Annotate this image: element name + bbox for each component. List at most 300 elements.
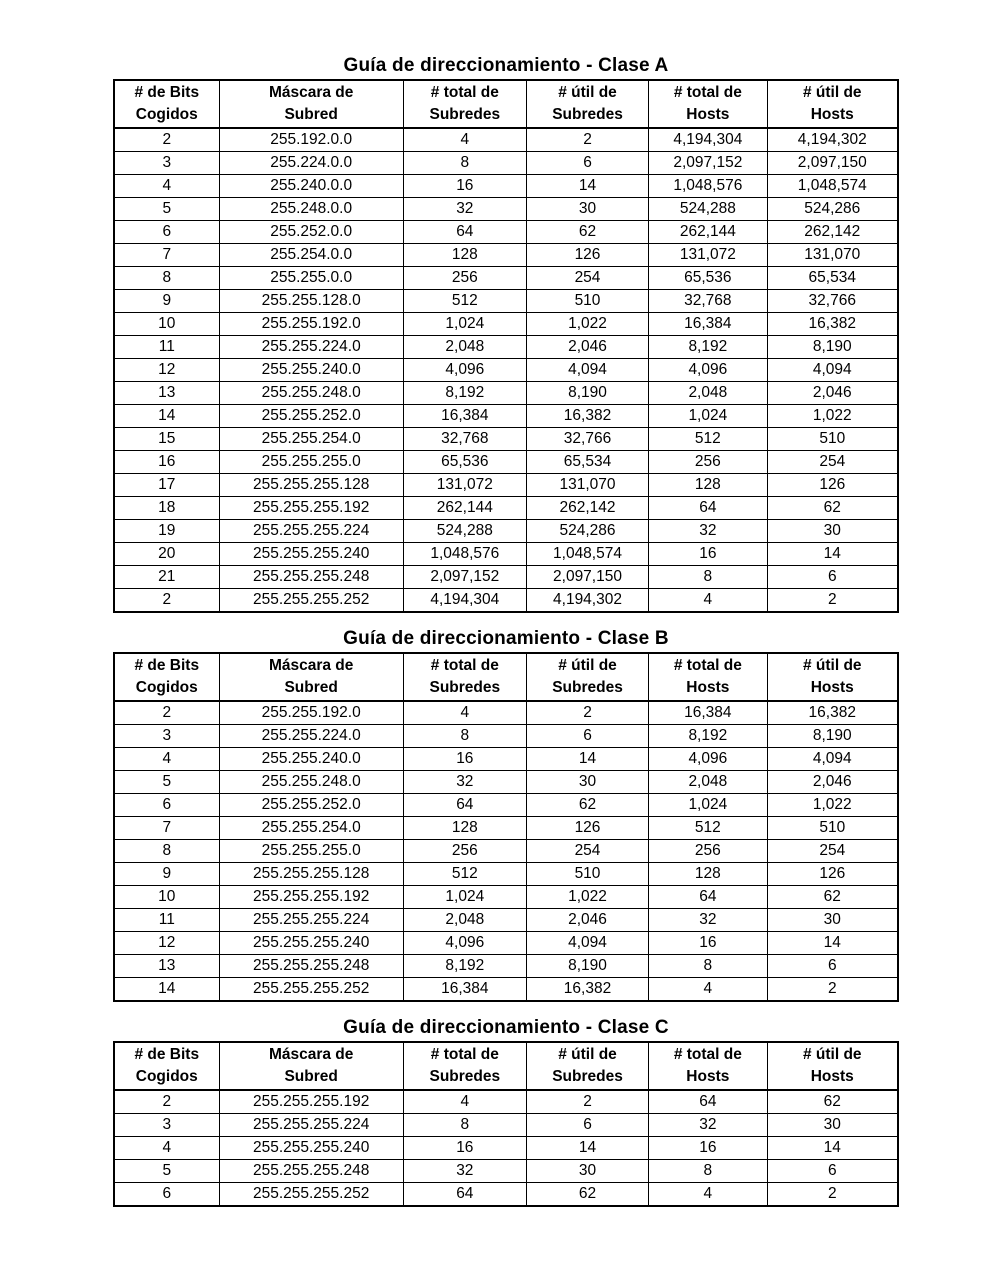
table-cell: 4,094 (526, 359, 648, 382)
table-cell: 2,097,150 (767, 152, 898, 175)
table-cell: 30 (526, 198, 648, 221)
table-cell: 64 (403, 221, 526, 244)
table-cell: 16,384 (403, 978, 526, 1002)
table-cell: 8,190 (767, 336, 898, 359)
table-cell: 2 (114, 1090, 219, 1114)
table-cell: 255.255.252.0 (219, 405, 403, 428)
table-row (114, 128, 898, 152)
table-cell: 2,048 (403, 909, 526, 932)
table-cell: 1,022 (526, 313, 648, 336)
table-cell: 3 (114, 725, 219, 748)
table-cell: 8,190 (526, 955, 648, 978)
document-content (113, 55, 899, 1207)
column-header: # total de Hosts (649, 80, 767, 128)
table-cell: 4,194,302 (767, 128, 898, 152)
column-header: # útil de Subredes (526, 653, 648, 701)
class-c-section (113, 1017, 899, 1207)
table-cell: 6 (767, 1160, 898, 1183)
table-cell: 14 (114, 978, 219, 1002)
table-cell: 254 (526, 267, 648, 290)
table-cell: 255.224.0.0 (219, 152, 403, 175)
table-row (114, 589, 898, 613)
table-cell: 4 (114, 1137, 219, 1160)
table-cell: 8,190 (767, 725, 898, 748)
table-cell: 2 (114, 701, 219, 725)
table-cell: 2 (114, 128, 219, 152)
table-cell: 62 (767, 497, 898, 520)
table-cell: 64 (649, 1090, 767, 1114)
table-row (114, 382, 898, 405)
table-cell: 2 (526, 128, 648, 152)
table-cell: 256 (649, 840, 767, 863)
table-cell: 6 (526, 152, 648, 175)
table-cell: 17 (114, 474, 219, 497)
table-cell: 255.255.255.252 (219, 978, 403, 1002)
table-row (114, 1114, 898, 1137)
table-cell: 254 (767, 451, 898, 474)
table-cell: 16 (649, 1137, 767, 1160)
table-cell: 16,382 (526, 405, 648, 428)
column-header: # total de Subredes (403, 1042, 526, 1090)
column-header: Máscara de Subred (219, 80, 403, 128)
table-row (114, 1090, 898, 1114)
table-cell: 255.255.255.240 (219, 1137, 403, 1160)
table-cell: 12 (114, 359, 219, 382)
table-cell: 4,094 (767, 359, 898, 382)
table-row (114, 198, 898, 221)
table-cell: 1,022 (526, 886, 648, 909)
table-cell: 255.255.240.0 (219, 359, 403, 382)
table-cell: 32 (649, 1114, 767, 1137)
table-cell: 30 (767, 1114, 898, 1137)
table-cell: 510 (767, 428, 898, 451)
table-cell: 6 (526, 725, 648, 748)
table-cell: 4 (649, 1183, 767, 1207)
class-b-title: Guía de direccionamiento - Clase B (343, 628, 669, 649)
table-cell: 255.255.248.0 (219, 771, 403, 794)
table-cell: 255.255.255.0 (219, 451, 403, 474)
table-cell: 126 (767, 474, 898, 497)
table-cell: 2 (526, 701, 648, 725)
table-cell: 32 (649, 520, 767, 543)
table-cell: 20 (114, 543, 219, 566)
table-cell: 16 (403, 1137, 526, 1160)
table-cell: 2,048 (649, 771, 767, 794)
table-cell: 65,534 (526, 451, 648, 474)
table-cell: 524,288 (403, 520, 526, 543)
table-row (114, 932, 898, 955)
table-cell: 255.255.255.248 (219, 566, 403, 589)
table-cell: 4 (403, 1090, 526, 1114)
table-cell: 1,024 (649, 794, 767, 817)
table-cell: 16,384 (649, 313, 767, 336)
table-row (114, 336, 898, 359)
table-cell: 262,144 (403, 497, 526, 520)
table-cell: 6 (114, 794, 219, 817)
table-cell: 2,048 (403, 336, 526, 359)
table-cell: 131,070 (767, 244, 898, 267)
table-cell: 255.255.255.252 (219, 589, 403, 613)
column-header: # total de Hosts (649, 1042, 767, 1090)
table-cell: 255.255.255.224 (219, 1114, 403, 1137)
table-cell: 255.255.240.0 (219, 748, 403, 771)
table-cell: 8 (114, 840, 219, 863)
table-cell: 2,046 (767, 771, 898, 794)
table-cell: 128 (403, 817, 526, 840)
table-cell: 65,536 (403, 451, 526, 474)
table-cell: 1,024 (649, 405, 767, 428)
table-cell: 2,097,152 (649, 152, 767, 175)
table-cell: 8 (649, 566, 767, 589)
table-row (114, 748, 898, 771)
table-cell: 255.255.255.192 (219, 497, 403, 520)
table-cell: 62 (526, 221, 648, 244)
table-cell: 4 (114, 748, 219, 771)
table-row (114, 794, 898, 817)
table-row (114, 886, 898, 909)
table-cell: 64 (403, 1183, 526, 1207)
table-cell: 6 (767, 566, 898, 589)
table-cell: 255.255.255.192 (219, 1090, 403, 1114)
table-cell: 30 (767, 909, 898, 932)
table-cell: 14 (526, 1137, 648, 1160)
column-header: # útil de Subredes (526, 80, 648, 128)
table-cell: 64 (403, 794, 526, 817)
table-cell: 62 (767, 1090, 898, 1114)
table-cell: 4,096 (649, 748, 767, 771)
table-cell: 19 (114, 520, 219, 543)
table-cell: 512 (403, 863, 526, 886)
table-row (114, 520, 898, 543)
table-cell: 1,022 (767, 405, 898, 428)
table-cell: 1,022 (767, 794, 898, 817)
table-cell: 524,286 (526, 520, 648, 543)
table-row (114, 152, 898, 175)
table-cell: 4 (403, 701, 526, 725)
column-header: # de Bits Cogidos (114, 1042, 219, 1090)
class-c-title: Guía de direccionamiento - Clase C (343, 1017, 669, 1038)
table-cell: 255.252.0.0 (219, 221, 403, 244)
table-cell: 6 (114, 221, 219, 244)
table-cell: 8 (649, 1160, 767, 1183)
table-cell: 255.254.0.0 (219, 244, 403, 267)
header-row (114, 1042, 898, 1090)
table-row (114, 290, 898, 313)
table-cell: 8,192 (403, 955, 526, 978)
table-row (114, 1160, 898, 1183)
table-cell: 1,024 (403, 886, 526, 909)
table-cell: 14 (526, 175, 648, 198)
table-row (114, 1183, 898, 1207)
table-cell: 16 (114, 451, 219, 474)
table-cell: 524,286 (767, 198, 898, 221)
table-cell: 512 (649, 428, 767, 451)
column-header: # de Bits Cogidos (114, 80, 219, 128)
table-cell: 4,096 (403, 932, 526, 955)
table-cell: 255.255.192.0 (219, 313, 403, 336)
table-cell: 126 (526, 817, 648, 840)
table-cell: 64 (649, 886, 767, 909)
table-cell: 62 (767, 886, 898, 909)
table-row (114, 955, 898, 978)
table-cell: 4,194,304 (403, 589, 526, 613)
column-header: Máscara de Subred (219, 653, 403, 701)
column-header: # total de Hosts (649, 653, 767, 701)
table-cell: 16,382 (767, 313, 898, 336)
table-cell: 30 (767, 520, 898, 543)
class-a-title: Guía de direccionamiento - Clase A (343, 55, 669, 76)
table-row (114, 405, 898, 428)
table-cell: 131,070 (526, 474, 648, 497)
table-cell: 126 (526, 244, 648, 267)
table-cell: 8 (649, 955, 767, 978)
table-cell: 16,382 (526, 978, 648, 1002)
table-cell: 32 (403, 771, 526, 794)
table-cell: 3 (114, 152, 219, 175)
table-row (114, 725, 898, 748)
table-row (114, 840, 898, 863)
table-cell: 256 (649, 451, 767, 474)
table-cell: 8 (403, 725, 526, 748)
table-row (114, 267, 898, 290)
table-cell: 1,048,574 (767, 175, 898, 198)
table-cell: 30 (526, 1160, 648, 1183)
column-header: # total de Subredes (403, 653, 526, 701)
table-cell: 10 (114, 886, 219, 909)
column-header: # útil de Hosts (767, 1042, 898, 1090)
table-cell: 4 (403, 128, 526, 152)
table-cell: 255.255.255.192 (219, 886, 403, 909)
table-row (114, 428, 898, 451)
table-cell: 32,766 (526, 428, 648, 451)
table-cell: 524,288 (649, 198, 767, 221)
table-cell: 32,768 (403, 428, 526, 451)
table-cell: 8 (114, 267, 219, 290)
table-row (114, 978, 898, 1002)
table-cell: 5 (114, 1160, 219, 1183)
table-cell: 2,046 (526, 909, 648, 932)
table-row (114, 566, 898, 589)
table-cell: 510 (526, 863, 648, 886)
table-cell: 2 (767, 589, 898, 613)
header-row (114, 653, 898, 701)
table-cell: 254 (526, 840, 648, 863)
table-cell: 255.255.224.0 (219, 725, 403, 748)
table-cell: 128 (649, 863, 767, 886)
table-cell: 16 (403, 175, 526, 198)
table-cell: 4,096 (403, 359, 526, 382)
table-cell: 13 (114, 955, 219, 978)
class-c-table (113, 1041, 899, 1207)
table-cell: 15 (114, 428, 219, 451)
table-cell: 254 (767, 840, 898, 863)
table-cell: 64 (649, 497, 767, 520)
table-row (114, 451, 898, 474)
table-cell: 2,097,150 (526, 566, 648, 589)
table-cell: 255.255.254.0 (219, 428, 403, 451)
table-cell: 4,096 (649, 359, 767, 382)
table-cell: 2 (767, 978, 898, 1002)
table-cell: 262,142 (526, 497, 648, 520)
column-header: # útil de Hosts (767, 653, 898, 701)
class-a-table (113, 79, 899, 613)
table-cell: 255.255.255.224 (219, 909, 403, 932)
table-cell: 2,046 (767, 382, 898, 405)
column-header: # útil de Hosts (767, 80, 898, 128)
table-cell: 2 (526, 1090, 648, 1114)
table-cell: 6 (114, 1183, 219, 1207)
table-cell: 10 (114, 313, 219, 336)
table-cell: 6 (526, 1114, 648, 1137)
table-cell: 255.255.0.0 (219, 267, 403, 290)
table-cell: 255.255.255.248 (219, 1160, 403, 1183)
table-cell: 16 (403, 748, 526, 771)
column-header: Máscara de Subred (219, 1042, 403, 1090)
table-cell: 14 (767, 1137, 898, 1160)
table-cell: 131,072 (403, 474, 526, 497)
table-cell: 2 (767, 1183, 898, 1207)
table-cell: 11 (114, 336, 219, 359)
table-row (114, 909, 898, 932)
table-cell: 255.255.248.0 (219, 382, 403, 405)
table-cell: 14 (767, 932, 898, 955)
table-cell: 14 (526, 748, 648, 771)
table-cell: 2,048 (649, 382, 767, 405)
table-cell: 512 (403, 290, 526, 313)
table-cell: 255.255.224.0 (219, 336, 403, 359)
table-cell: 8 (403, 152, 526, 175)
table-cell: 16,382 (767, 701, 898, 725)
class-b-table (113, 652, 899, 1002)
table-cell: 8,192 (649, 336, 767, 359)
table-cell: 62 (526, 794, 648, 817)
table-cell: 5 (114, 771, 219, 794)
table-cell: 8,190 (526, 382, 648, 405)
table-row (114, 313, 898, 336)
table-cell: 256 (403, 840, 526, 863)
table-row (114, 817, 898, 840)
table-cell: 16 (649, 932, 767, 955)
table-cell: 255.255.255.128 (219, 474, 403, 497)
table-cell: 4 (649, 978, 767, 1002)
table-cell: 1,024 (403, 313, 526, 336)
table-cell: 11 (114, 909, 219, 932)
table-cell: 4 (649, 589, 767, 613)
table-cell: 16 (649, 543, 767, 566)
table-cell: 255.255.254.0 (219, 817, 403, 840)
table-row (114, 1137, 898, 1160)
table-cell: 2,097,152 (403, 566, 526, 589)
table-cell: 255.255.255.252 (219, 1183, 403, 1207)
table-cell: 16,384 (403, 405, 526, 428)
table-row (114, 701, 898, 725)
table-cell: 128 (403, 244, 526, 267)
table-cell: 1,048,576 (403, 543, 526, 566)
table-row (114, 474, 898, 497)
table-cell: 256 (403, 267, 526, 290)
column-header: # útil de Subredes (526, 1042, 648, 1090)
table-cell: 32 (403, 1160, 526, 1183)
table-cell: 18 (114, 497, 219, 520)
table-cell: 9 (114, 863, 219, 886)
table-cell: 8,192 (649, 725, 767, 748)
table-cell: 9 (114, 290, 219, 313)
table-row (114, 771, 898, 794)
table-cell: 128 (649, 474, 767, 497)
table-row (114, 221, 898, 244)
table-cell: 2 (114, 589, 219, 613)
table-row (114, 543, 898, 566)
table-cell: 13 (114, 382, 219, 405)
table-cell: 4 (114, 175, 219, 198)
table-cell: 4,194,302 (526, 589, 648, 613)
table-cell: 8,192 (403, 382, 526, 405)
table-cell: 32,766 (767, 290, 898, 313)
column-header: # de Bits Cogidos (114, 653, 219, 701)
table-row (114, 863, 898, 886)
class-b-section (113, 628, 899, 1002)
table-cell: 8 (403, 1114, 526, 1137)
table-cell: 255.248.0.0 (219, 198, 403, 221)
table-cell: 6 (767, 955, 898, 978)
table-cell: 65,534 (767, 267, 898, 290)
table-cell: 255.255.128.0 (219, 290, 403, 313)
table-cell: 255.240.0.0 (219, 175, 403, 198)
table-cell: 14 (767, 543, 898, 566)
table-row (114, 175, 898, 198)
table-cell: 12 (114, 932, 219, 955)
table-cell: 255.255.255.240 (219, 543, 403, 566)
table-cell: 262,142 (767, 221, 898, 244)
table-cell: 16,384 (649, 701, 767, 725)
column-header: # total de Subredes (403, 80, 526, 128)
table-row (114, 497, 898, 520)
table-cell: 126 (767, 863, 898, 886)
table-cell: 255.255.255.224 (219, 520, 403, 543)
table-cell: 62 (526, 1183, 648, 1207)
table-cell: 7 (114, 244, 219, 267)
table-cell: 30 (526, 771, 648, 794)
table-cell: 1,048,574 (526, 543, 648, 566)
table-row (114, 244, 898, 267)
table-cell: 4,094 (767, 748, 898, 771)
table-row (114, 359, 898, 382)
table-cell: 4,094 (526, 932, 648, 955)
table-cell: 255.255.255.248 (219, 955, 403, 978)
header-row (114, 80, 898, 128)
table-cell: 255.255.255.0 (219, 840, 403, 863)
table-cell: 32 (649, 909, 767, 932)
table-cell: 32,768 (649, 290, 767, 313)
table-cell: 510 (526, 290, 648, 313)
table-cell: 255.255.255.128 (219, 863, 403, 886)
table-cell: 14 (114, 405, 219, 428)
table-cell: 1,048,576 (649, 175, 767, 198)
table-cell: 131,072 (649, 244, 767, 267)
table-cell: 255.192.0.0 (219, 128, 403, 152)
table-cell: 512 (649, 817, 767, 840)
table-cell: 255.255.192.0 (219, 701, 403, 725)
class-a-section (113, 55, 899, 613)
table-cell: 3 (114, 1114, 219, 1137)
table-cell: 255.255.255.240 (219, 932, 403, 955)
table-cell: 255.255.252.0 (219, 794, 403, 817)
table-cell: 262,144 (649, 221, 767, 244)
table-cell: 4,194,304 (649, 128, 767, 152)
table-cell: 7 (114, 817, 219, 840)
table-cell: 2,046 (526, 336, 648, 359)
table-cell: 65,536 (649, 267, 767, 290)
